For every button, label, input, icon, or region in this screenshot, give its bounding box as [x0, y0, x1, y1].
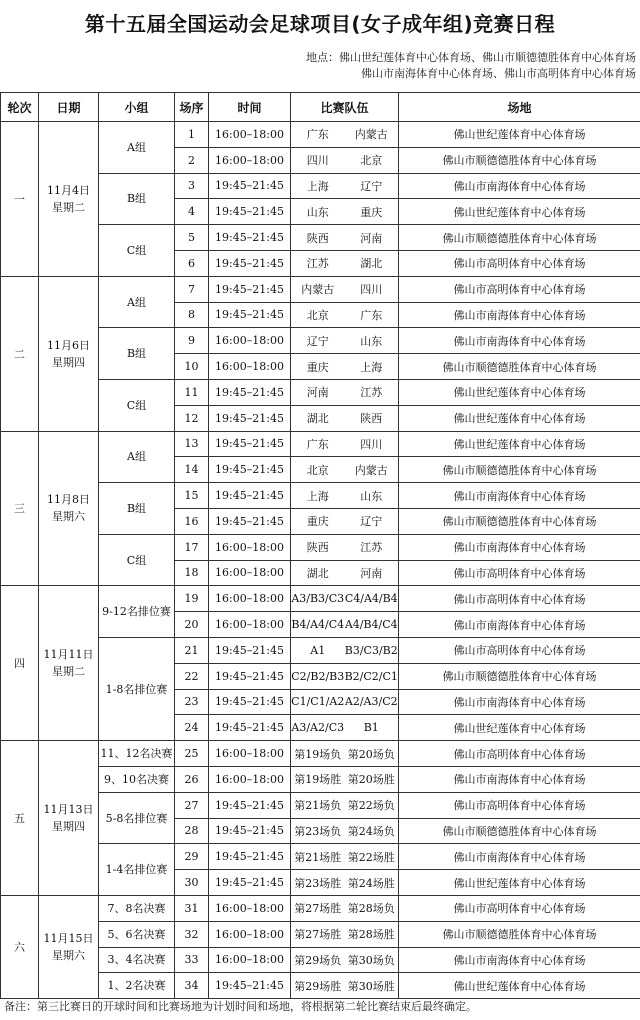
home-team-cell: 第19场负 — [291, 741, 345, 767]
date-line: 11月4日 — [47, 183, 90, 197]
group-cell: B组 — [99, 328, 175, 380]
venue-cell: 佛山市南海体育中心体育场 — [399, 947, 640, 973]
venue-cell: 佛山市顺德德胜体育中心体育场 — [399, 921, 640, 947]
group-cell: A组 — [99, 276, 175, 328]
venue-cell: 佛山市顺德德胜体育中心体育场 — [399, 457, 640, 483]
header-teams: 比赛队伍 — [291, 93, 399, 122]
home-team-cell: 陕西 — [291, 225, 345, 251]
table-row — [1, 586, 640, 612]
round-cell: 五 — [1, 741, 39, 896]
venue-cell: 佛山市南海体育中心体育场 — [399, 534, 640, 560]
match-no-cell: 24 — [175, 715, 209, 741]
group-cell: A组 — [99, 122, 175, 174]
time-cell: 19:45–21:45 — [209, 818, 291, 844]
home-team-cell: 第23场负 — [291, 818, 345, 844]
away-team-cell: 湖北 — [345, 250, 399, 276]
away-team-cell: B3/C3/B2 — [345, 637, 399, 663]
venue-note — [306, 50, 636, 82]
time-cell: 16:00–18:00 — [209, 741, 291, 767]
home-team-cell: 第29场负 — [291, 947, 345, 973]
home-team-cell: 广东 — [291, 431, 345, 457]
venue-cell: 佛山世纪莲体育中心体育场 — [399, 870, 640, 896]
away-team-cell: 广东 — [345, 302, 399, 328]
match-no-cell: 28 — [175, 818, 209, 844]
venue-cell: 佛山世纪莲体育中心体育场 — [399, 122, 640, 148]
home-team-cell: 第29场胜 — [291, 973, 345, 999]
header-row — [1, 93, 640, 122]
venue-cell: 佛山市南海体育中心体育场 — [399, 766, 640, 792]
away-team-cell: 第30场负 — [345, 947, 399, 973]
match-no-cell: 18 — [175, 560, 209, 586]
match-no-cell: 17 — [175, 534, 209, 560]
weekday-line: 星期六 — [52, 949, 85, 962]
header-round: 轮次 — [1, 93, 39, 122]
header-venue: 场地 — [399, 93, 640, 122]
time-cell: 19:45–21:45 — [209, 457, 291, 483]
match-no-cell: 14 — [175, 457, 209, 483]
page-title: 第十五届全国运动会足球项目(女子成年组)竞赛日程 — [84, 12, 556, 36]
time-cell: 19:45–21:45 — [209, 225, 291, 251]
home-team-cell: 江苏 — [291, 250, 345, 276]
group-cell: 1-4名排位赛 — [99, 844, 175, 896]
away-team-cell: 江苏 — [345, 534, 399, 560]
home-team-cell: 山东 — [291, 199, 345, 225]
time-cell: 19:45–21:45 — [209, 973, 291, 999]
round-cell: 四 — [1, 586, 39, 741]
date-cell — [39, 741, 99, 896]
round-cell: 三 — [1, 431, 39, 586]
group-cell: B组 — [99, 173, 175, 225]
time-cell: 19:45–21:45 — [209, 508, 291, 534]
venue-cell: 佛山市高明体育中心体育场 — [399, 741, 640, 767]
away-team-cell: 山东 — [345, 328, 399, 354]
venue-cell: 佛山市高明体育中心体育场 — [399, 895, 640, 921]
time-cell: 16:00–18:00 — [209, 612, 291, 638]
venue-cell: 佛山市高明体育中心体育场 — [399, 637, 640, 663]
venue-cell: 佛山市顺德德胜体育中心体育场 — [399, 225, 640, 251]
match-no-cell: 9 — [175, 328, 209, 354]
time-cell: 16:00–18:00 — [209, 586, 291, 612]
time-cell: 16:00–18:00 — [209, 147, 291, 173]
away-team-cell: 陕西 — [345, 405, 399, 431]
match-no-cell: 6 — [175, 250, 209, 276]
time-cell: 16:00–18:00 — [209, 122, 291, 148]
venue-cell: 佛山市南海体育中心体育场 — [399, 483, 640, 509]
away-team-cell: C4/A4/B4 — [345, 586, 399, 612]
away-team-cell: 第20场负 — [345, 741, 399, 767]
away-team-cell: B2/C2/C1 — [345, 663, 399, 689]
group-cell: 11、12名决赛 — [99, 741, 175, 767]
group-cell: 1、2名决赛 — [99, 973, 175, 999]
home-team-cell: 湖北 — [291, 560, 345, 586]
time-cell: 19:45–21:45 — [209, 405, 291, 431]
time-cell: 19:45–21:45 — [209, 663, 291, 689]
venue-cell: 佛山市高明体育中心体育场 — [399, 276, 640, 302]
home-team-cell: 上海 — [291, 173, 345, 199]
date-line: 11月6日 — [47, 338, 90, 352]
home-team-cell: 第21场胜 — [291, 844, 345, 870]
header-match-no: 场序 — [175, 93, 209, 122]
away-team-cell: 第30场胜 — [345, 973, 399, 999]
time-cell: 19:45–21:45 — [209, 715, 291, 741]
away-team-cell: 第20场胜 — [345, 766, 399, 792]
away-team-cell: 上海 — [345, 354, 399, 380]
group-cell: C组 — [99, 379, 175, 431]
home-team-cell: 河南 — [291, 379, 345, 405]
group-cell: 7、8名决赛 — [99, 895, 175, 921]
weekday-line: 星期六 — [52, 510, 85, 524]
date-cell — [39, 276, 99, 431]
venue-cell: 佛山世纪莲体育中心体育场 — [399, 199, 640, 225]
home-team-cell: 第21场负 — [291, 792, 345, 818]
weekday-line: 星期四 — [52, 820, 85, 834]
time-cell: 19:45–21:45 — [209, 792, 291, 818]
time-cell: 16:00–18:00 — [209, 921, 291, 947]
group-cell: 5、6名决赛 — [99, 921, 175, 947]
weekday-line: 星期四 — [52, 355, 85, 369]
match-no-cell: 33 — [175, 947, 209, 973]
table-row — [1, 741, 640, 767]
home-team-cell: 广东 — [291, 122, 345, 148]
time-cell: 19:45–21:45 — [209, 276, 291, 302]
header-group: 小组 — [99, 93, 175, 122]
round-cell: 六 — [1, 895, 39, 998]
match-no-cell: 30 — [175, 870, 209, 896]
group-cell: 3、4名决赛 — [99, 947, 175, 973]
header-date: 日期 — [39, 93, 99, 122]
match-no-cell: 27 — [175, 792, 209, 818]
match-no-cell: 16 — [175, 508, 209, 534]
away-team-cell: 江苏 — [345, 379, 399, 405]
group-cell: A组 — [99, 431, 175, 483]
home-team-cell: C1/C1/A2 — [291, 689, 345, 715]
group-cell: 5-8名排位赛 — [99, 792, 175, 844]
round-cell: 二 — [1, 276, 39, 431]
home-team-cell: A3/B3/C3 — [291, 586, 345, 612]
time-cell: 16:00–18:00 — [209, 354, 291, 380]
away-team-cell: A4/B4/C4 — [345, 612, 399, 638]
table-row — [1, 895, 640, 921]
venue-cell: 佛山市南海体育中心体育场 — [399, 689, 640, 715]
home-team-cell: 重庆 — [291, 508, 345, 534]
away-team-cell: 第28场负 — [345, 895, 399, 921]
match-no-cell: 10 — [175, 354, 209, 380]
match-no-cell: 12 — [175, 405, 209, 431]
home-team-cell: 北京 — [291, 302, 345, 328]
match-no-cell: 13 — [175, 431, 209, 457]
away-team-cell: 第24场负 — [345, 818, 399, 844]
away-team-cell: 河南 — [345, 560, 399, 586]
home-team-cell: 内蒙古 — [291, 276, 345, 302]
match-no-cell: 21 — [175, 637, 209, 663]
venue-cell: 佛山市高明体育中心体育场 — [399, 586, 640, 612]
group-cell: 9、10名决赛 — [99, 766, 175, 792]
match-no-cell: 8 — [175, 302, 209, 328]
venue-cell: 佛山市高明体育中心体育场 — [399, 792, 640, 818]
venue-cell: 佛山市南海体育中心体育场 — [399, 612, 640, 638]
home-team-cell: A1 — [291, 637, 345, 663]
group-cell: 1-8名排位赛 — [99, 637, 175, 740]
group-cell: C组 — [99, 225, 175, 277]
home-team-cell: 重庆 — [291, 354, 345, 380]
time-cell: 16:00–18:00 — [209, 895, 291, 921]
venue-cell: 佛山市高明体育中心体育场 — [399, 560, 640, 586]
match-no-cell: 3 — [175, 173, 209, 199]
match-no-cell: 22 — [175, 663, 209, 689]
time-cell: 19:45–21:45 — [209, 173, 291, 199]
venue-note-line-1: 地点：佛山世纪莲体育中心体育场、佛山市顺德德胜体育中心体育场 — [306, 51, 636, 64]
venue-cell: 佛山世纪莲体育中心体育场 — [399, 431, 640, 457]
match-no-cell: 32 — [175, 921, 209, 947]
time-cell: 19:45–21:45 — [209, 199, 291, 225]
match-no-cell: 26 — [175, 766, 209, 792]
venue-cell: 佛山市顺德德胜体育中心体育场 — [399, 354, 640, 380]
match-no-cell: 2 — [175, 147, 209, 173]
match-no-cell: 19 — [175, 586, 209, 612]
home-team-cell: B4/A4/C4 — [291, 612, 345, 638]
away-team-cell: 四川 — [345, 431, 399, 457]
venue-note-line-2: 佛山市南海体育中心体育场、佛山市高明体育中心体育场 — [361, 67, 636, 80]
time-cell: 16:00–18:00 — [209, 534, 291, 560]
time-cell: 19:45–21:45 — [209, 379, 291, 405]
away-team-cell: 辽宁 — [345, 173, 399, 199]
away-team-cell: 四川 — [345, 276, 399, 302]
time-cell: 19:45–21:45 — [209, 844, 291, 870]
date-cell — [39, 586, 99, 741]
away-team-cell: B1 — [345, 715, 399, 741]
away-team-cell: 第22场胜 — [345, 844, 399, 870]
time-cell: 19:45–21:45 — [209, 483, 291, 509]
date-cell — [39, 431, 99, 586]
venue-cell: 佛山市南海体育中心体育场 — [399, 844, 640, 870]
date-line: 11月11日 — [43, 648, 94, 662]
venue-cell: 佛山市南海体育中心体育场 — [399, 173, 640, 199]
header-time: 时间 — [209, 93, 291, 122]
away-team-cell: 第28场胜 — [345, 921, 399, 947]
footnote: 备注：第三比赛日的开球时间和比赛场地为计划时间和场地，将根据第二轮比赛结束后最终确定。 — [4, 1000, 477, 1013]
home-team-cell: 北京 — [291, 457, 345, 483]
time-cell: 19:45–21:45 — [209, 689, 291, 715]
table-row — [1, 122, 640, 148]
match-no-cell: 5 — [175, 225, 209, 251]
match-no-cell: 15 — [175, 483, 209, 509]
time-cell: 19:45–21:45 — [209, 637, 291, 663]
time-cell: 16:00–18:00 — [209, 766, 291, 792]
venue-cell: 佛山市顺德德胜体育中心体育场 — [399, 147, 640, 173]
venue-cell: 佛山市顺德德胜体育中心体育场 — [399, 663, 640, 689]
table-row — [1, 276, 640, 302]
time-cell: 19:45–21:45 — [209, 302, 291, 328]
away-team-cell: 山东 — [345, 483, 399, 509]
home-team-cell: 第23场胜 — [291, 870, 345, 896]
away-team-cell: 北京 — [345, 147, 399, 173]
group-cell: C组 — [99, 534, 175, 586]
away-team-cell: 第22场负 — [345, 792, 399, 818]
venue-cell: 佛山世纪莲体育中心体育场 — [399, 405, 640, 431]
match-no-cell: 1 — [175, 122, 209, 148]
match-no-cell: 34 — [175, 973, 209, 999]
away-team-cell: 内蒙古 — [345, 457, 399, 483]
home-team-cell: 第27场胜 — [291, 921, 345, 947]
time-cell: 16:00–18:00 — [209, 328, 291, 354]
group-cell: B组 — [99, 483, 175, 535]
home-team-cell: 第27场胜 — [291, 895, 345, 921]
away-team-cell: 内蒙古 — [345, 122, 399, 148]
date-cell — [39, 895, 99, 998]
match-no-cell: 7 — [175, 276, 209, 302]
away-team-cell: 重庆 — [345, 199, 399, 225]
match-no-cell: 29 — [175, 844, 209, 870]
match-no-cell: 20 — [175, 612, 209, 638]
time-cell: 16:00–18:00 — [209, 947, 291, 973]
match-no-cell: 23 — [175, 689, 209, 715]
away-team-cell: 第24场胜 — [345, 870, 399, 896]
schedule-table — [0, 92, 640, 999]
home-team-cell: 第19场胜 — [291, 766, 345, 792]
group-cell: 9-12名排位赛 — [99, 586, 175, 638]
venue-cell: 佛山市顺德德胜体育中心体育场 — [399, 818, 640, 844]
match-no-cell: 4 — [175, 199, 209, 225]
away-team-cell: 辽宁 — [345, 508, 399, 534]
venue-cell: 佛山市南海体育中心体育场 — [399, 328, 640, 354]
home-team-cell: 辽宁 — [291, 328, 345, 354]
match-no-cell: 11 — [175, 379, 209, 405]
away-team-cell: 河南 — [345, 225, 399, 251]
time-cell: 16:00–18:00 — [209, 560, 291, 586]
home-team-cell: C2/B2/B3 — [291, 663, 345, 689]
table-row — [1, 431, 640, 457]
away-team-cell: A2/A3/C2 — [345, 689, 399, 715]
venue-cell: 佛山世纪莲体育中心体育场 — [399, 973, 640, 999]
date-line: 11月13日 — [43, 803, 94, 817]
home-team-cell: A3/A2/C3 — [291, 715, 345, 741]
venue-cell: 佛山市高明体育中心体育场 — [399, 250, 640, 276]
time-cell: 19:45–21:45 — [209, 870, 291, 896]
weekday-line: 星期二 — [52, 200, 85, 214]
match-no-cell: 25 — [175, 741, 209, 767]
home-team-cell: 四川 — [291, 147, 345, 173]
venue-cell: 佛山市南海体育中心体育场 — [399, 302, 640, 328]
date-line: 11月8日 — [47, 493, 90, 507]
home-team-cell: 陕西 — [291, 534, 345, 560]
time-cell: 19:45–21:45 — [209, 431, 291, 457]
date-cell — [39, 122, 99, 277]
venue-cell: 佛山世纪莲体育中心体育场 — [399, 379, 640, 405]
weekday-line: 星期二 — [52, 665, 85, 679]
round-cell: 一 — [1, 122, 39, 277]
date-line: 11月15日 — [43, 932, 94, 945]
match-no-cell: 31 — [175, 895, 209, 921]
home-team-cell: 湖北 — [291, 405, 345, 431]
venue-cell: 佛山市顺德德胜体育中心体育场 — [399, 508, 640, 534]
time-cell: 19:45–21:45 — [209, 250, 291, 276]
home-team-cell: 上海 — [291, 483, 345, 509]
venue-cell: 佛山世纪莲体育中心体育场 — [399, 715, 640, 741]
